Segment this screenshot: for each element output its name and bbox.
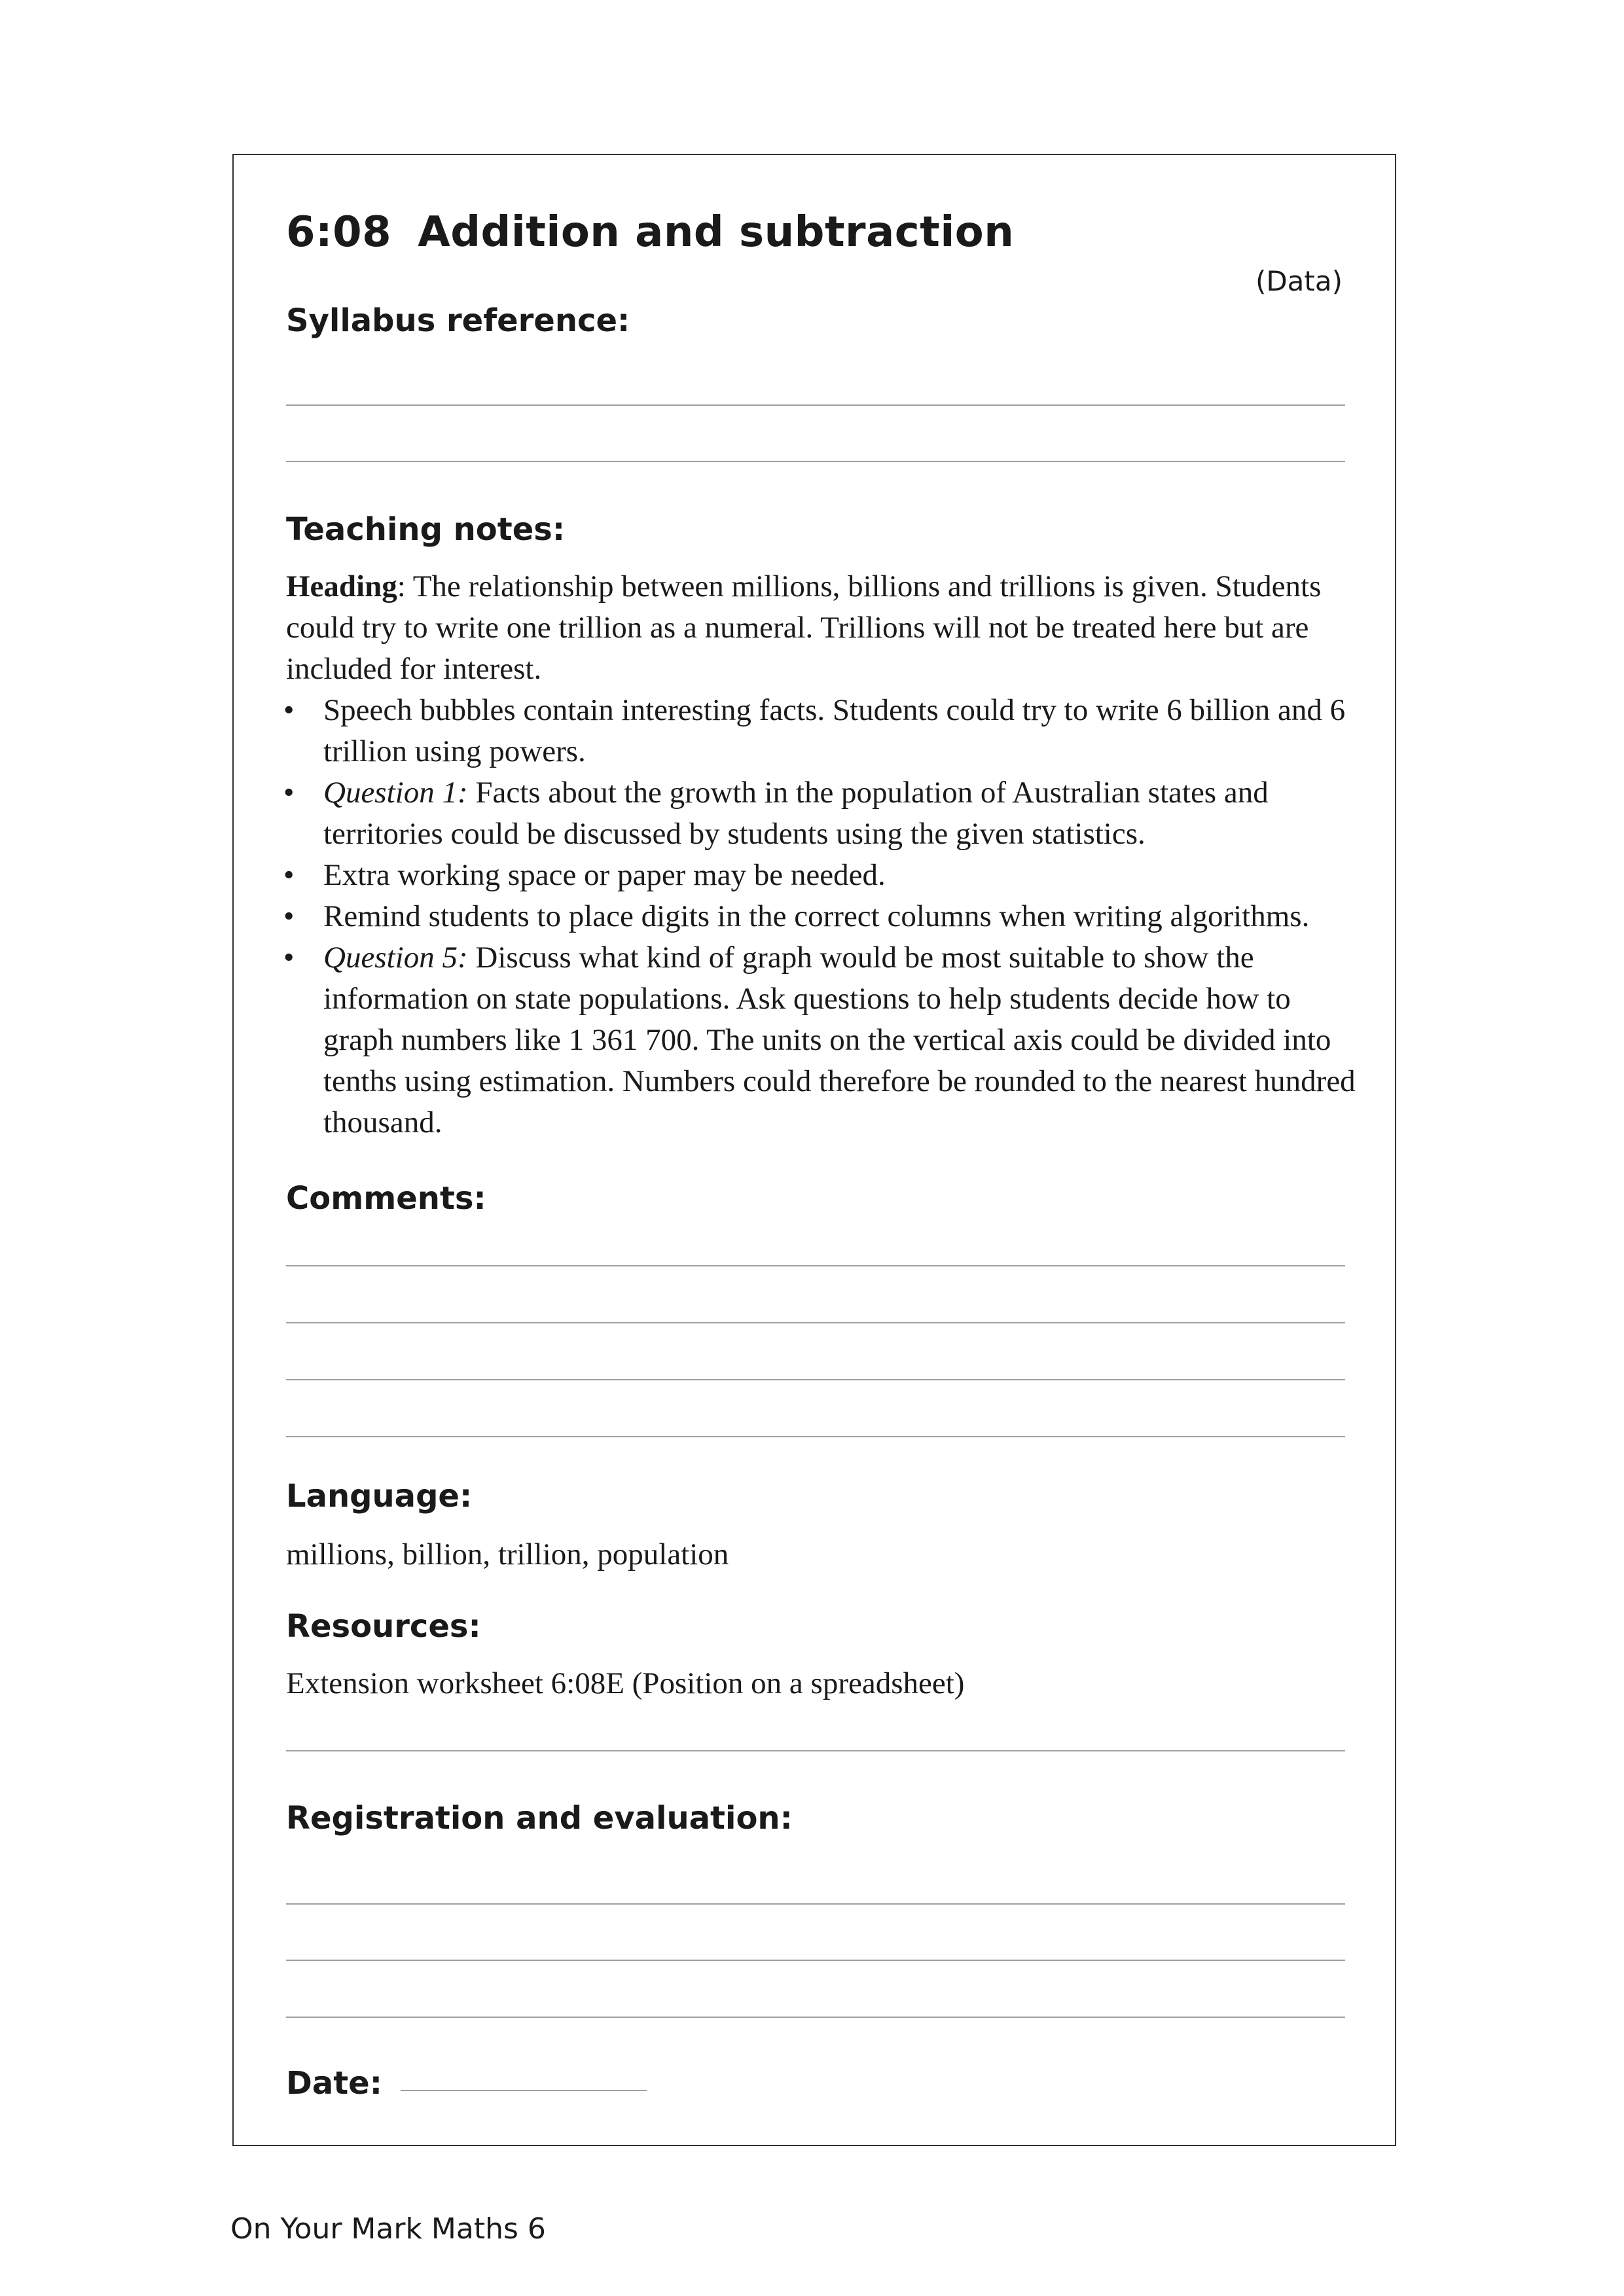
- registration-line-3[interactable]: [286, 2017, 1345, 2018]
- strand-tag: (Data): [1255, 265, 1343, 297]
- bullet-text: Remind students to place digits in the correct columns when writing algorithms.: [323, 899, 1310, 933]
- bullet-text: Facts about the growth in the population of Australian states and territories could be discussed by students using the given statistics.: [323, 776, 1269, 851]
- comments-line-3[interactable]: [286, 1379, 1345, 1380]
- bullet-item: [281, 937, 1368, 1143]
- page-title: [286, 208, 1014, 257]
- resources-line[interactable]: [286, 1750, 1345, 1751]
- teaching-notes-paragraph: [286, 566, 1360, 690]
- syllabus-line-2[interactable]: [286, 461, 1345, 462]
- date-label: Date:: [286, 2065, 382, 2102]
- bullet-item: [281, 772, 1368, 855]
- heading-label: Heading: [286, 569, 397, 603]
- comments-line-4[interactable]: [286, 1436, 1345, 1437]
- bullet-item: [281, 690, 1368, 772]
- bullet-item: [281, 896, 1368, 937]
- page-frame: [232, 154, 1396, 2146]
- teaching-notes-bullets: [281, 690, 1368, 1143]
- comments-heading: Comments:: [286, 1180, 486, 1217]
- resources-heading: Resources:: [286, 1608, 481, 1645]
- registration-line-2[interactable]: [286, 1960, 1345, 1961]
- comments-line-1[interactable]: [286, 1265, 1345, 1266]
- registration-line-1[interactable]: [286, 1903, 1345, 1905]
- registration-heading: Registration and evaluation:: [286, 1800, 793, 1837]
- language-heading: Language:: [286, 1478, 473, 1515]
- syllabus-line-1[interactable]: [286, 404, 1345, 406]
- syllabus-heading: Syllabus reference:: [286, 302, 630, 339]
- language-text: millions, billion, trillion, population: [286, 1537, 729, 1571]
- date-field[interactable]: [401, 2090, 647, 2091]
- heading-text: : The relationship between millions, billions and trillions is given. Students could try to write one trillion as a numeral. Trillions will not be treated here but are included for interest.: [286, 569, 1322, 686]
- teaching-notes-heading: Teaching notes:: [286, 511, 566, 548]
- bullet-lead: Question 5:: [323, 941, 468, 975]
- bullet-text: Discuss what kind of graph would be most suitable to show the information on state populations. Ask questions to help students decide how to graph numbers like 1 361 700. The units on the vertical axis could be divided into tenths using estimation. Numbers could therefore be rounded to the nearest hundred thousand.: [323, 941, 1356, 1139]
- resources-text: Extension worksheet 6:08E (Position on a spreadsheet): [286, 1666, 965, 1700]
- title-number: 6:08: [286, 208, 392, 257]
- bullet-text: Speech bubbles contain interesting facts. Students could try to write 6 billion and 6 trillion using powers.: [323, 693, 1346, 768]
- footer-book-title: On Your Mark Maths 6: [230, 2212, 546, 2246]
- comments-line-2[interactable]: [286, 1322, 1345, 1323]
- bullet-lead: Question 1:: [323, 776, 468, 810]
- bullet-text: Extra working space or paper may be needed.: [323, 858, 886, 892]
- title-text: Addition and subtraction: [418, 208, 1015, 257]
- bullet-item: [281, 855, 1368, 896]
